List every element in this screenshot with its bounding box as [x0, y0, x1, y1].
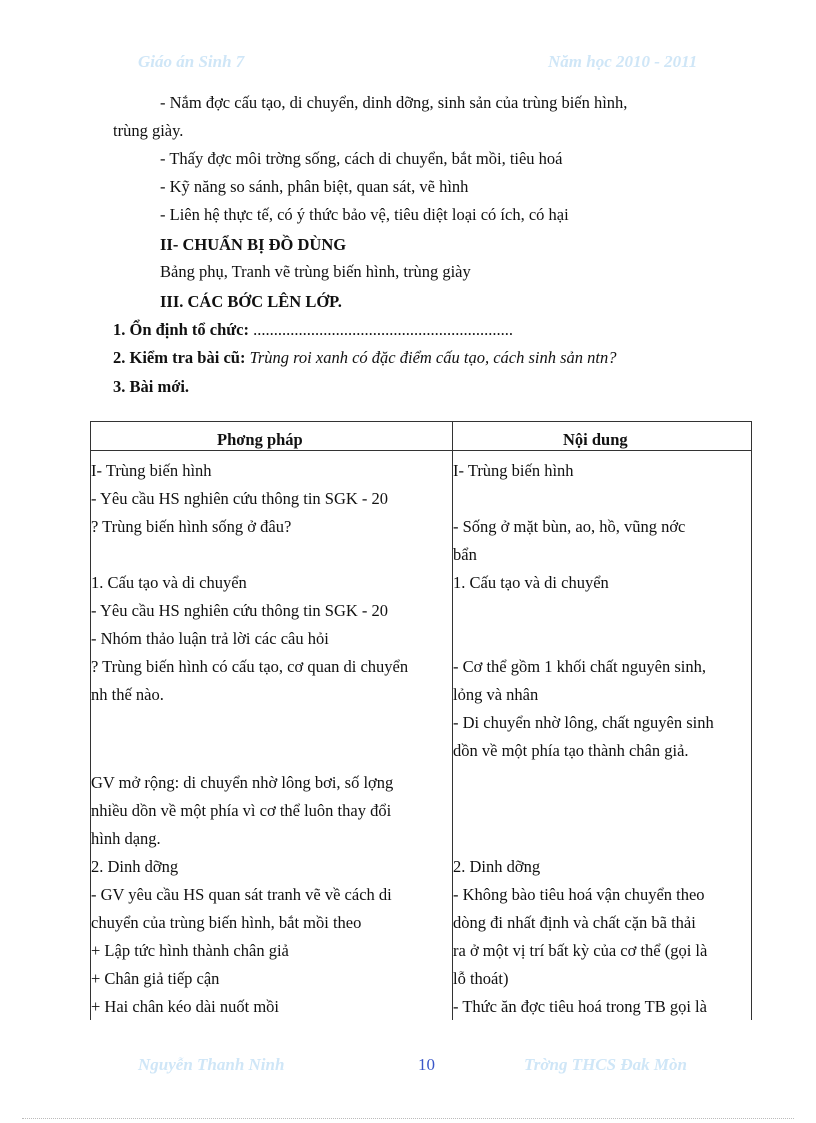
objective-line-1: - Nắm đợc cấu tạo, di chuyển, dinh dỡng, sinh sản của trùng biến hình, — [160, 93, 628, 112]
content-line: - Thức ăn đợc tiêu hoá trong TB gọi là — [453, 997, 707, 1016]
content-line: I- Trùng biến hình — [453, 461, 574, 480]
method-line: + Chân giả tiếp cận — [91, 969, 220, 988]
header-subject: Giáo án Sinh 7 — [138, 52, 245, 71]
content-line: dồn về một phía tạo thành chân giả. — [453, 741, 689, 760]
content-line: - Sống ở mặt bùn, ao, hồ, vũng nớc — [453, 517, 686, 536]
method-line: - GV yêu cầu HS quan sát tranh vẽ về cách di — [91, 885, 392, 904]
method-line: - Yêu cầu HS nghiên cứu thông tin SGK - 20 — [91, 489, 389, 508]
content-line: lỗ thoát) — [453, 969, 509, 988]
step-3: 3. Bài mới. — [113, 377, 190, 396]
method-line: + Lập tức hình thành chân giả — [91, 941, 289, 960]
method-line: I- Trùng biến hình — [91, 461, 212, 480]
objective-line-4: - Kỹ năng so sánh, phân biệt, quan sát, vẽ hình — [160, 177, 469, 196]
table-header-divider — [91, 450, 751, 451]
method-line: 1. Cấu tạo và di chuyển — [91, 573, 247, 592]
section-heading-materials: II- CHUẨN BỊ ĐỒ DÙNG — [160, 235, 347, 254]
materials-text: Bảng phụ, Tranh vẽ trùng biến hình, trùng giày — [160, 262, 471, 281]
method-line: chuyển của trùng biến hình, bắt mồi theo — [91, 913, 362, 932]
table-header-content: Nội dung — [563, 430, 628, 449]
content-line: - Không bào tiêu hoá vận chuyển theo — [453, 885, 705, 904]
lesson-table — [90, 421, 752, 1020]
step-1 — [113, 320, 513, 340]
content-line: bẩn — [453, 545, 477, 564]
method-line: nhiều dồn về một phía vì cơ thể luôn thay đổi — [91, 801, 392, 820]
step-1-label: 1. Ổn định tổ chức: — [113, 320, 249, 339]
page-number: 10 — [418, 1055, 435, 1074]
objective-line-5: - Liên hệ thực tế, có ý thức bảo vệ, tiêu diệt loại có ích, có hại — [160, 205, 569, 224]
content-line: dòng đi nhất định và chất cặn bã thải — [453, 913, 696, 932]
content-line: 1. Cấu tạo và di chuyển — [453, 573, 609, 592]
step-1-dots: ............................................................... — [248, 320, 513, 339]
content-line: - Cơ thể gồm 1 khối chất nguyên sinh, — [453, 657, 706, 676]
step-2 — [113, 348, 617, 368]
content-line: - Di chuyển nhờ lông, chất nguyên sinh — [453, 713, 714, 732]
method-line: nh thế nào. — [91, 685, 164, 704]
table-header-method: Phơng pháp — [217, 430, 303, 449]
method-line: + Hai chân kéo dài nuốt mồi — [91, 997, 280, 1016]
content-line: lỏng và nhân — [453, 685, 539, 704]
section-heading-procedure: III. CÁC BỚC LÊN LỚP. — [160, 292, 342, 311]
method-line: ? Trùng biến hình sống ở đâu? — [91, 517, 292, 536]
method-line: 2. Dinh dỡng — [91, 857, 179, 876]
objective-line-3: - Thấy đợc môi trờng sống, cách di chuyển, bắt mồi, tiêu hoá — [160, 149, 563, 168]
footer-author: Nguyễn Thanh Ninh — [138, 1055, 285, 1074]
page-bottom-dotted-rule — [22, 1118, 794, 1119]
step-2-question: Trùng roi xanh có đặc điểm cấu tạo, cách sinh sản ntn? — [245, 348, 617, 367]
content-line: ra ở một vị trí bất kỳ của cơ thể (gọi là — [453, 941, 708, 960]
method-line: ? Trùng biến hình có cấu tạo, cơ quan di chuyển — [91, 657, 409, 676]
method-line: GV mở rộng: di chuyển nhờ lông bơi, số lợng — [91, 773, 394, 792]
method-line: hình dạng. — [91, 829, 161, 848]
method-line: - Yêu cầu HS nghiên cứu thông tin SGK - 20 — [91, 601, 389, 620]
objective-line-2: trùng giày. — [113, 121, 184, 140]
step-2-label: 2. Kiểm tra bài cũ: — [113, 348, 246, 367]
header-school-year: Năm học 2010 - 2011 — [548, 52, 698, 71]
content-line: 2. Dinh dỡng — [453, 857, 541, 876]
footer-school: Trờng THCS Đak Mòn — [524, 1055, 687, 1074]
method-line: - Nhóm thảo luận trả lời các câu hỏi — [91, 629, 329, 648]
